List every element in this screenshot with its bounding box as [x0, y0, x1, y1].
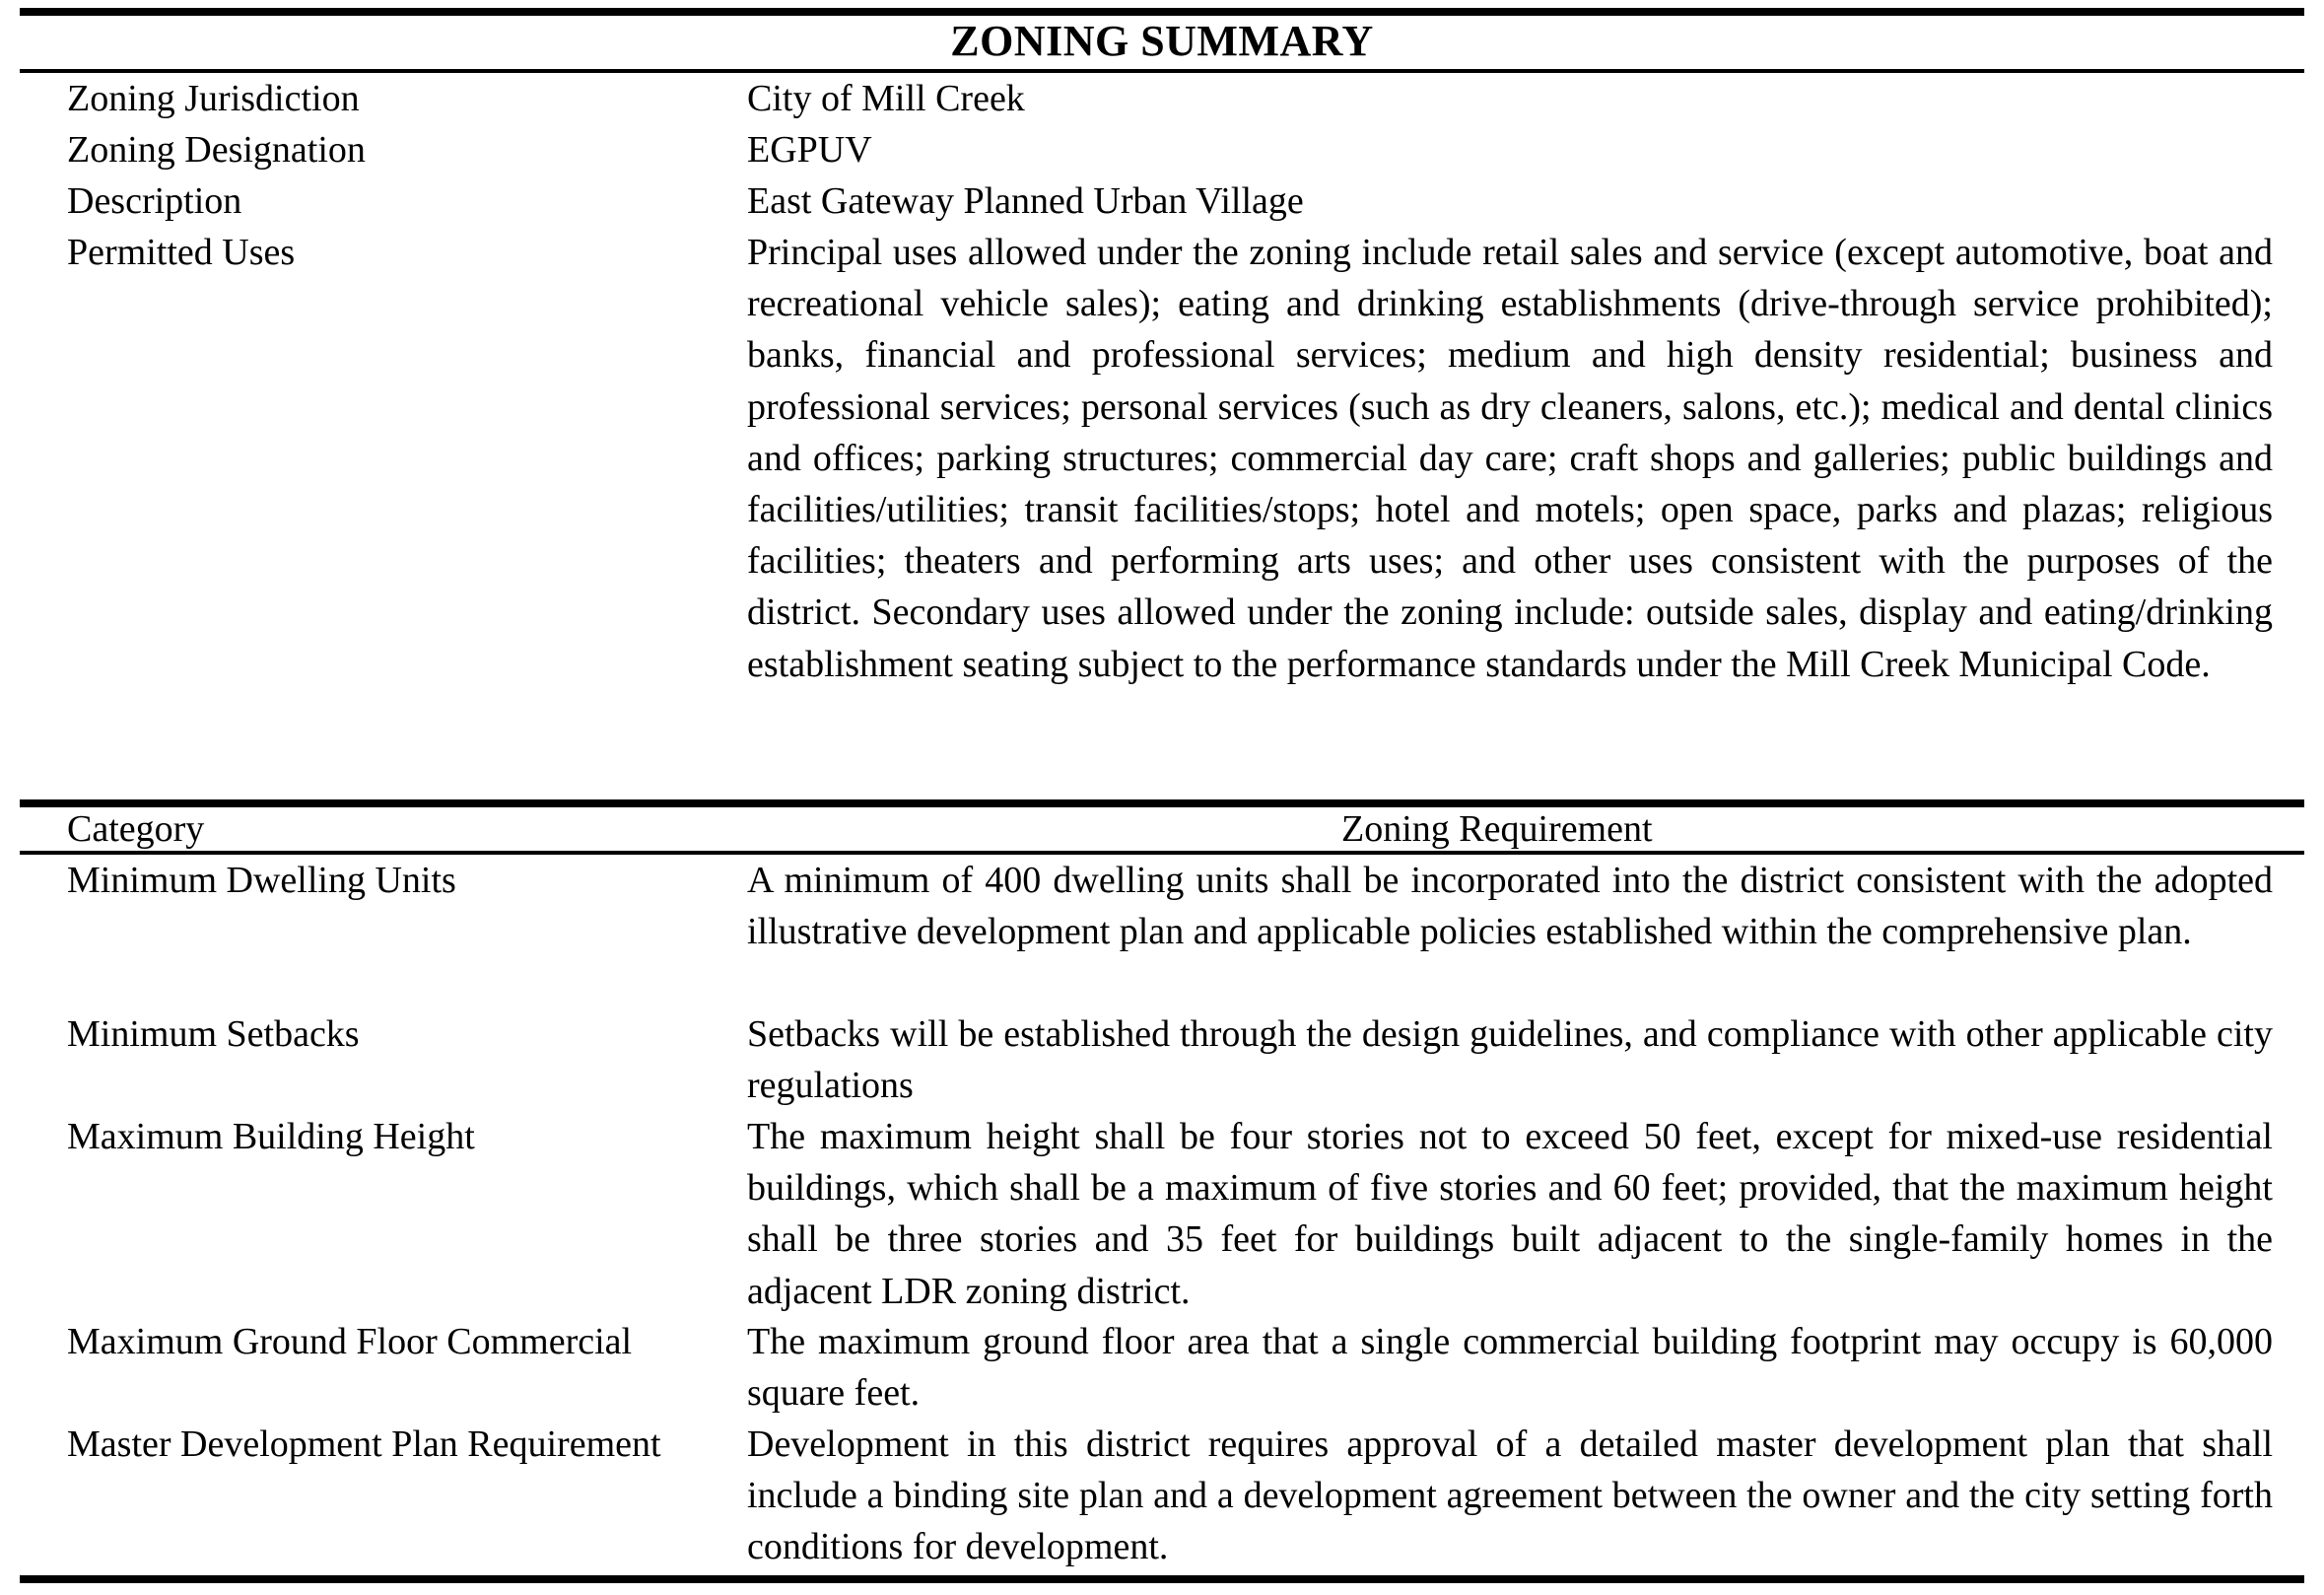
- summary-label: Zoning Designation: [67, 129, 366, 171]
- column-header-category: Category: [67, 808, 205, 850]
- column-header-requirement: Zoning Requirement: [1341, 808, 1653, 850]
- summary-value: East Gateway Planned Urban Village: [747, 180, 1304, 222]
- summary-value: Principal uses allowed under the zoning include retail sales and service (except automotive, boat and recreational vehicle sales); eating and drinking establishments (drive-through service prohibited); banks, financial and professional services; medium and high density residential; business and professional services; personal services (such as dry cleaners, salons, etc.); medical and dental clinics and offices; parking structures; commercial day care; craft shops and galleries; public buildings and facilities/utilities; transit facilities/stops; hotel and motels; open space, parks and plazas; religious facilities; theaters and performing arts uses; and other uses consistent with the purposes of the district. Secondary uses allowed under the zoning include: outside sales, display and eating/drinking establishment seating subject to the performance standards under the Mill Creek Municipal Code.: [747, 232, 2273, 685]
- summary-label: Description: [67, 180, 242, 222]
- requirement-cell: Setbacks will be established through the design guidelines, and compliance with other applicable city regulations: [747, 1013, 2273, 1107]
- requirement-cell: Development in this district requires approval of a detailed master development plan that shall include a binding site plan and a development agreement between the owner and the city setting forth conditions for development.: [747, 1423, 2273, 1568]
- category-cell: Minimum Setbacks: [67, 1013, 360, 1055]
- requirement-cell: The maximum ground floor area that a single commercial building footprint may occupy is 60,000 square feet.: [747, 1321, 2273, 1415]
- page-title: ZONING SUMMARY: [950, 17, 1374, 65]
- summary-label: Permitted Uses: [67, 232, 296, 273]
- category-cell: Minimum Dwelling Units: [67, 860, 456, 901]
- table-bottom-rule: [20, 1575, 2304, 1583]
- category-cell: Maximum Ground Floor Commercial: [67, 1321, 633, 1362]
- summary-label: Zoning Jurisdiction: [67, 78, 360, 119]
- summary-value: City of Mill Creek: [747, 78, 1025, 119]
- summary-value: EGPUV: [747, 129, 872, 171]
- category-cell: Maximum Building Height: [67, 1116, 475, 1157]
- requirement-cell: The maximum height shall be four stories not to exceed 50 feet, except for mixed-use residential buildings, which shall be a maximum of five stories and 60 feet; provided, that the maximum height shall be three stories and 35 feet for buildings built adjacent to the single-family homes in the adjacent LDR zoning district.: [747, 1116, 2273, 1312]
- category-cell: Master Development Plan Requirement: [67, 1423, 661, 1465]
- requirement-cell: A minimum of 400 dwelling units shall be incorporated into the district consistent with the adopted illustrative development plan and applicable policies established within the comprehensive plan.: [747, 860, 2273, 953]
- table-top-rule: [20, 799, 2304, 807]
